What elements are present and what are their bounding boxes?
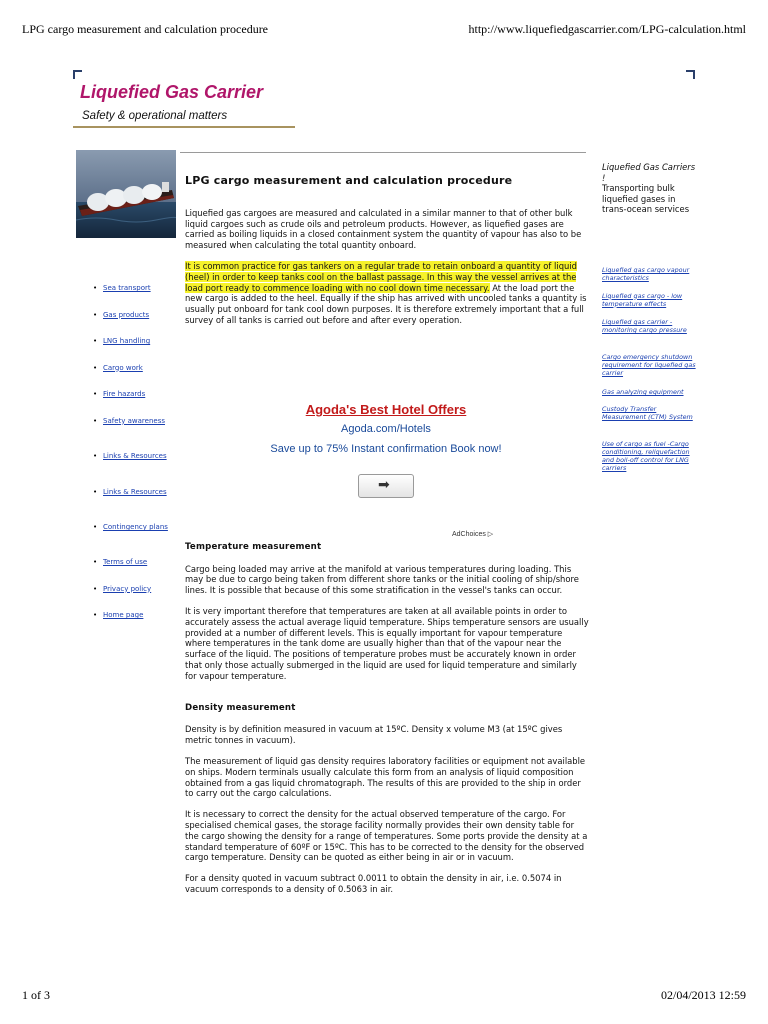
sidebar-link-item[interactable] (602, 440, 700, 472)
logo-title: Liquefied Gas Carrier (80, 82, 264, 102)
nav-item-cargo-work[interactable] (93, 364, 173, 391)
nav-item-sea-transport[interactable] (93, 284, 173, 311)
gas-carrier-ship-image (76, 150, 176, 238)
nav-item-links-resources[interactable] (93, 452, 173, 488)
ad-block (246, 402, 526, 493)
nav-item-fire-hazards[interactable] (93, 390, 173, 417)
sidebar-intro-text: Transporting bulk liquefied gases in trans-ocean services (602, 183, 690, 215)
nav-item-links-resources-2[interactable] (93, 488, 173, 524)
article-heel-paragraph (185, 261, 590, 326)
nav-item-safety-awareness[interactable] (93, 417, 173, 453)
sidebar-link-item[interactable] (602, 353, 700, 388)
sidebar-link-gas-analyzing-equipment[interactable]: Gas analyzing equipment (602, 388, 684, 396)
nav-link-sea-transport[interactable]: Sea transport (103, 284, 151, 292)
nav-item-gas-products[interactable] (93, 311, 173, 338)
sidebar-link-low-temperature-effects[interactable]: Liquefied gas cargo - low temperature effects (602, 291, 683, 308)
nav-link-home-page[interactable]: Home page (103, 611, 144, 619)
sidebar-link-item[interactable] (602, 292, 700, 319)
density-paragraph-2: The measurement of liquid gas density requires laboratory facilities or equipment not available on ships. Modern terminals usually calculate this form from an analysis of liquid composition obtained from a gas liquid chromatograph. The results of this are provided to the ship in order to carry out the cargo calculations. (185, 755, 586, 799)
nav-link-links-resources-2[interactable]: Links & Resources (103, 487, 167, 496)
sidebar-link-item[interactable] (602, 318, 700, 353)
frame-corner-top-right (686, 70, 695, 79)
sidebar-link-item[interactable] (602, 405, 700, 440)
density-paragraph-1: Density is by definition measured in vacuum at 15ºC. Density x volume M3 (at 15ºC gives metric tonnes in vacuum). (185, 724, 563, 746)
highlighted-text: It is common practice for gas tankers on a regular trade to retain onboard a quantity of liquid (heel) in order to keep tanks cool on the ballast passage. In this way the vessel arrives at the load port ready to commence loading with no cool down time necessary. (185, 260, 577, 293)
nav-link-gas-products[interactable]: Gas products (103, 310, 150, 319)
nav-link-contingency-plans[interactable]: Contingency plans (103, 523, 168, 531)
sidebar-link-emergency-shutdown[interactable]: Cargo emergency shutdown requirement for liquefied gas carrier (602, 353, 696, 377)
sidebar-intro (602, 162, 696, 215)
sidebar-link-monitoring-cargo-pressure[interactable]: Liquefied gas carrier -monitoring cargo pressure (602, 318, 687, 334)
arrow-right-icon: ➡ (378, 477, 390, 493)
adchoices-label[interactable]: AdChoices ▷ (452, 531, 494, 538)
density-paragraph-4: For a density quoted in vacuum subtract 0.0011 to obtain the density in air, i.e. 0.5074 in vacuum corresponds to a density of 0.5063 in air. (185, 873, 562, 894)
print-footer-page: 1 of 3 (22, 988, 50, 1002)
frame-corner-top-left (73, 70, 82, 79)
article-intro: Liquefied gas cargoes are measured and calculated in a similar manner to that of other bulk liquid cargoes such as crude oils and petroleum products. However, as liquefied gases are carried as boiling liquids in a closed containment system the quantity of vapour has also to be measured when calculating the total quantity onboard. (185, 207, 582, 251)
content-top-divider (180, 152, 586, 153)
temperature-paragraph-2: It is very important therefore that temperatures are taken at all available points in order to accurately assess the actual average liquid temperature. Ships temperature sensors are usually provided at a number of different levels. This is equally important for vapour temperature where temperatures in the tank dome are usually higher than that of the vapour near the surface of the liquid. The positions of temperature probes must be accurately known in order that only those actually submerged in the liquid are used for liquid temperature and similarly for vapour temperature. (185, 605, 589, 681)
sidebar-links (602, 266, 700, 472)
nav-item-lng-handling[interactable] (93, 337, 173, 364)
sidebar-link-vapour-characteristics[interactable]: Liquefied gas cargo vapour characteristics (602, 266, 690, 282)
density-paragraph-3: It is necessary to correct the density for the actual observed temperature of the cargo. For specialised chemical gases, the storage facility normally provides their own density table for the cargo showing the density for a range of temperatures. Some ports provide the density at a standard temperature of 60ºF or 15ºC. This has to be corrected to the density for the observed cargo temperature. Density can be quoted as either being in air or in vacuum. (185, 809, 588, 863)
sidebar-link-cargo-as-fuel[interactable]: Use of cargo as fuel -Cargo conditioning, reliquefaction and boil-off control for LNG carriers (602, 440, 690, 472)
nav-link-terms-of-use[interactable]: Terms of use (103, 558, 148, 566)
print-header-title: LPG cargo measurement and calculation procedure (22, 22, 269, 36)
nav-link-cargo-work[interactable]: Cargo work (103, 363, 143, 372)
nav-link-lng-handling[interactable]: LNG handling (103, 337, 151, 345)
density-heading: Density measurement (185, 702, 296, 713)
logo-underline (73, 126, 295, 128)
ad-title-link[interactable]: Agoda's Best Hotel Offers (305, 402, 467, 417)
temperature-heading: Temperature measurement (185, 541, 322, 552)
heel-rest-text: At the load port the new cargo is added to the heel. Equally if the ship has arrived with uncooled tanks a quantity is usually put onboard for tank cool down purposes. It is therefore extremely important that a full survey of all tanks is carried out before and after every operation. (185, 282, 587, 325)
site-nav (93, 284, 173, 638)
nav-item-terms-of-use[interactable] (93, 558, 173, 585)
sidebar-link-custody-transfer[interactable]: Custody Transfer Measurement (CTM) System (602, 405, 693, 421)
print-header-url: http://www.liquefiedgascarrier.com/LPG-calculation.html (468, 22, 746, 36)
temperature-paragraph-1: Cargo being loaded may arrive at the manifold at various temperatures during loading. This may be due to cargo being taken from different shore tanks or the initial cooling of ship/shore lines. It is possible that because of this some stratification in the vessel's tanks can occur. (185, 563, 579, 596)
article-title: LPG cargo measurement and calculation procedure (185, 174, 513, 187)
sidebar-link-item[interactable] (602, 266, 700, 292)
nav-item-home-page[interactable] (93, 611, 173, 638)
nav-item-privacy-policy[interactable] (93, 585, 173, 612)
ad-domain-link[interactable]: Agoda.com/Hotels (341, 423, 431, 435)
logo-subtitle: Safety & operational matters (82, 110, 228, 122)
sidebar-intro-italic: Liquefied Gas Carriers ! (602, 162, 696, 183)
article (185, 176, 590, 895)
nav-item-contingency-plans[interactable] (93, 523, 173, 558)
nav-link-links-resources[interactable]: Links & Resources (103, 452, 167, 460)
ad-description: Save up to 75% Instant confirmation Book now! (270, 443, 502, 455)
sidebar-link-item[interactable] (602, 388, 700, 405)
site-logo[interactable] (73, 80, 295, 130)
nav-link-fire-hazards[interactable]: Fire hazards (103, 390, 146, 398)
print-footer-datetime: 02/04/2013 12:59 (660, 988, 746, 1002)
nav-link-safety-awareness[interactable]: Safety awareness (103, 416, 165, 425)
ad-arrow-button[interactable] (358, 474, 414, 498)
nav-link-privacy-policy[interactable]: Privacy policy (103, 584, 152, 593)
